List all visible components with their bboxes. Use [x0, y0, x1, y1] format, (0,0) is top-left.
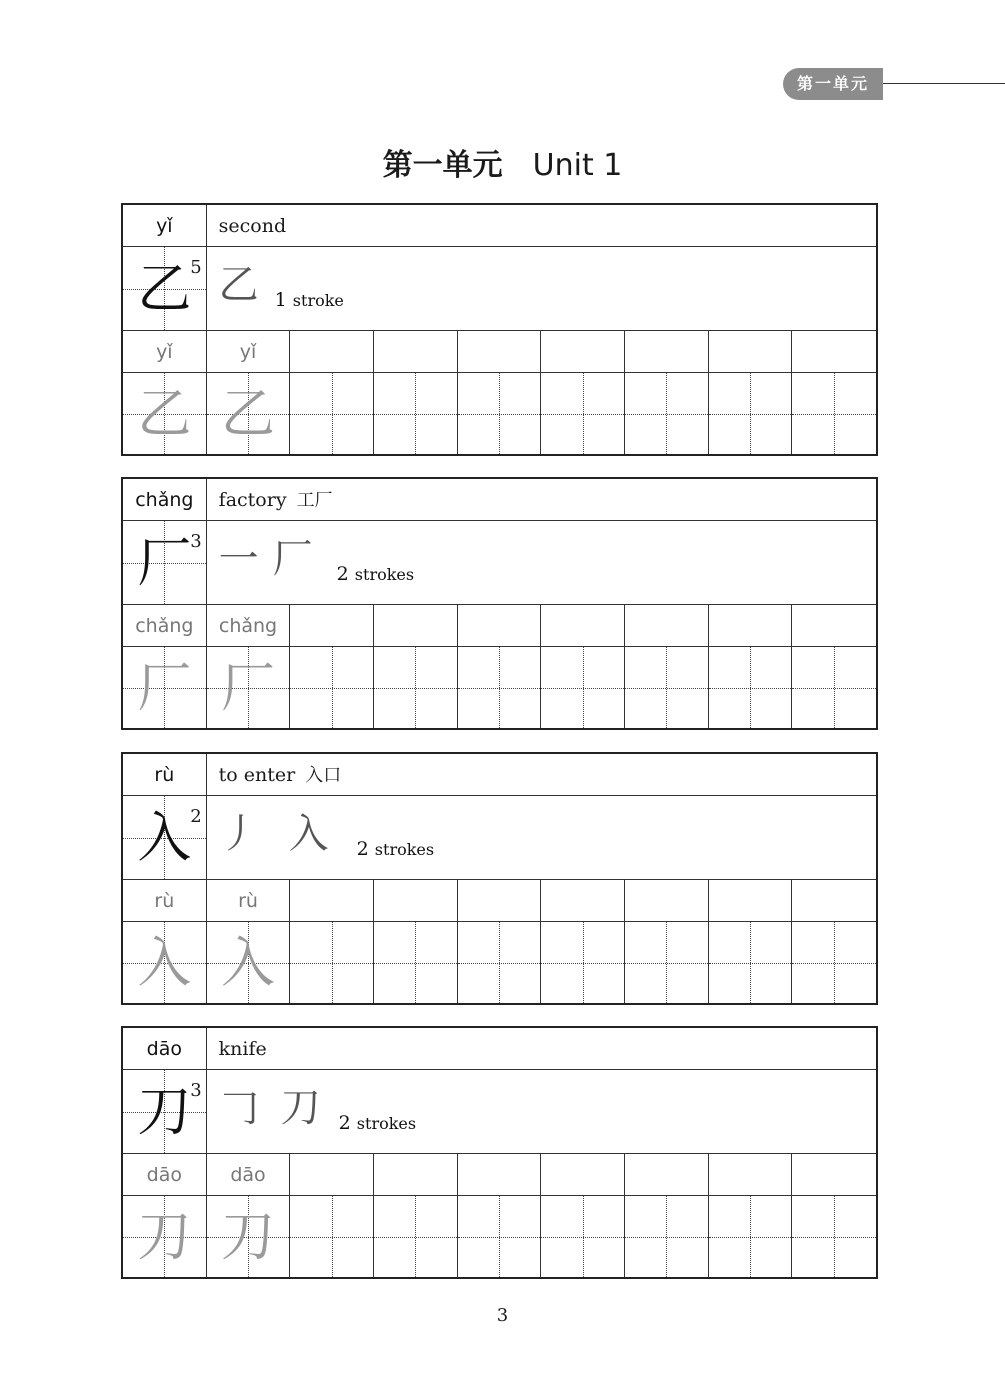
guide-line — [750, 373, 751, 454]
main-character: 入 — [137, 805, 192, 869]
guide-line — [750, 1196, 751, 1277]
example-word: 入口 — [305, 765, 342, 786]
strokes-label — [339, 1112, 416, 1134]
pinyin-practice-cell[interactable] — [541, 605, 625, 647]
guide-line — [583, 1196, 584, 1277]
pinyin-practice-cell[interactable] — [458, 1154, 542, 1196]
character-block — [121, 1026, 878, 1279]
strokes-label — [357, 838, 434, 860]
main-character-cell — [123, 521, 207, 605]
guide-line — [666, 373, 667, 454]
pinyin-practice-cell[interactable] — [374, 880, 458, 922]
pinyin-practice-cell[interactable] — [541, 880, 625, 922]
stroke-count: 5 — [190, 257, 202, 278]
meaning-cell — [207, 754, 876, 796]
writing-practice-cell[interactable] — [290, 373, 374, 454]
stroke-step: 入 — [288, 811, 329, 857]
writing-practice-cell[interactable] — [625, 373, 709, 454]
guide-line — [750, 647, 751, 728]
meaning-text: knife — [218, 1038, 267, 1060]
pinyin-practice-cell[interactable] — [374, 605, 458, 647]
stroke-count: 3 — [190, 531, 202, 552]
writing-practice-cell[interactable] — [374, 647, 458, 728]
writing-practice-cell[interactable] — [709, 373, 793, 454]
guide-line — [415, 373, 416, 454]
writing-practice-cell — [207, 1196, 291, 1277]
pinyin-practice-cell: rù — [123, 880, 207, 922]
guide-line — [415, 647, 416, 728]
writing-practice-cell[interactable] — [709, 647, 793, 728]
pinyin-label: dāo — [123, 1028, 207, 1070]
strokes-number: 2 — [336, 563, 349, 585]
strokes-label — [337, 563, 414, 585]
strokes-unit: stroke — [292, 291, 344, 310]
main-character-cell — [123, 796, 207, 880]
guide-line — [583, 373, 584, 454]
pinyin-practice-cell: rù — [207, 880, 291, 922]
guide-line — [583, 922, 584, 1003]
pinyin-practice-cell: dāo — [123, 1154, 207, 1196]
strokes-unit: strokes — [356, 1114, 417, 1133]
writing-practice-cell[interactable] — [625, 922, 709, 1003]
main-character: 刀 — [137, 1079, 192, 1143]
guide-line — [415, 1196, 416, 1277]
stroke-step: 乙 — [218, 262, 259, 308]
pinyin-practice-cell[interactable] — [625, 331, 709, 373]
pinyin-practice-cell[interactable] — [625, 605, 709, 647]
writing-practice-cell[interactable] — [541, 1196, 625, 1277]
meaning-text: factory — [218, 489, 287, 511]
guide-line — [666, 647, 667, 728]
writing-practice-cell[interactable] — [625, 1196, 709, 1277]
title-en: Unit 1 — [532, 148, 623, 183]
meaning-text: second — [218, 215, 287, 237]
stroke-count: 3 — [190, 1080, 202, 1101]
pinyin-practice-cell[interactable] — [458, 605, 542, 647]
trace-character: 刀 — [137, 1204, 192, 1268]
guide-line — [499, 1196, 500, 1277]
strokes-number: 2 — [338, 1112, 351, 1134]
trace-character: 厂 — [137, 655, 192, 719]
pinyin-label: yǐ — [123, 205, 207, 247]
page-title — [0, 140, 1005, 184]
pinyin-practice-cell[interactable] — [709, 605, 793, 647]
header-rule — [883, 83, 1005, 84]
stroke-order-cell — [207, 1070, 876, 1154]
stroke-order-cell — [207, 796, 876, 880]
writing-practice-cell[interactable] — [625, 647, 709, 728]
guide-line — [499, 647, 500, 728]
guide-line — [332, 922, 333, 1003]
pinyin-practice-cell[interactable] — [625, 880, 709, 922]
pinyin-practice-cell[interactable] — [541, 331, 625, 373]
writing-practice-cell[interactable] — [374, 373, 458, 454]
guide-line — [415, 922, 416, 1003]
meaning-cell — [207, 1028, 876, 1070]
pinyin-practice-cell[interactable] — [709, 331, 793, 373]
character-block — [121, 203, 878, 456]
trace-character: 入 — [137, 930, 192, 994]
page-number: 3 — [496, 1305, 509, 1326]
trace-character: 刀 — [220, 1204, 275, 1268]
main-character: 乙 — [137, 256, 192, 320]
pinyin-practice-cell[interactable] — [374, 1154, 458, 1196]
stroke-step: 刀 — [280, 1085, 321, 1131]
pinyin-label: chǎng — [123, 479, 207, 521]
writing-practice-cell[interactable] — [792, 1196, 876, 1277]
writing-practice-cell — [123, 922, 207, 1003]
writing-practice-cell — [123, 373, 207, 454]
guide-line — [834, 922, 835, 1003]
writing-practice-cell — [123, 647, 207, 728]
pinyin-practice-cell: chǎng — [207, 605, 291, 647]
stroke-step: 一 — [218, 536, 259, 582]
pinyin-practice-cell[interactable] — [458, 331, 542, 373]
writing-practice-cell[interactable] — [792, 647, 876, 728]
character-block — [121, 752, 878, 1005]
trace-character: 乙 — [137, 381, 192, 445]
writing-practice-cell[interactable] — [290, 1196, 374, 1277]
writing-practice-cell[interactable] — [458, 647, 542, 728]
stroke-order-cell — [207, 521, 876, 605]
writing-practice-cell[interactable] — [458, 922, 542, 1003]
example-word: 工厂 — [296, 490, 333, 511]
guide-line — [499, 373, 500, 454]
pinyin-practice-cell: yǐ — [123, 331, 207, 373]
writing-practice-cell — [207, 647, 291, 728]
writing-practice-cell[interactable] — [541, 922, 625, 1003]
stroke-step: 𠃌 — [218, 1085, 259, 1131]
pinyin-practice-cell: dāo — [207, 1154, 291, 1196]
writing-practice-cell[interactable] — [541, 647, 625, 728]
guide-line — [834, 647, 835, 728]
strokes-label — [275, 289, 344, 311]
pinyin-practice-cell[interactable] — [792, 880, 876, 922]
writing-practice-cell[interactable] — [709, 1196, 793, 1277]
pinyin-practice-cell[interactable] — [792, 1154, 876, 1196]
writing-practice-cell[interactable] — [290, 647, 374, 728]
writing-practice-cell[interactable] — [458, 1196, 542, 1277]
stroke-step: 丿 — [218, 811, 259, 857]
pinyin-practice-cell[interactable] — [290, 331, 374, 373]
writing-practice-cell — [207, 922, 291, 1003]
pinyin-practice-cell[interactable] — [792, 605, 876, 647]
guide-line — [666, 922, 667, 1003]
trace-character: 乙 — [220, 381, 275, 445]
writing-practice-cell[interactable] — [374, 922, 458, 1003]
writing-practice-cell[interactable] — [458, 373, 542, 454]
pinyin-practice-cell[interactable] — [458, 880, 542, 922]
writing-practice-cell[interactable] — [374, 1196, 458, 1277]
stroke-step: 厂 — [272, 536, 313, 582]
stroke-count: 2 — [190, 806, 202, 827]
pinyin-practice-cell: chǎng — [123, 605, 207, 647]
stroke-order-cell — [207, 247, 876, 331]
strokes-unit: strokes — [374, 840, 435, 859]
strokes-number: 1 — [274, 289, 287, 311]
guide-line — [332, 1196, 333, 1277]
strokes-number: 2 — [356, 838, 369, 860]
meaning-cell — [207, 479, 876, 521]
main-character-cell — [123, 1070, 207, 1154]
guide-line — [499, 922, 500, 1003]
title-cn: 第一单元 — [382, 148, 503, 183]
pinyin-label: rù — [123, 754, 207, 796]
guide-line — [332, 373, 333, 454]
pinyin-practice-cell[interactable] — [374, 331, 458, 373]
meaning-text: to enter — [218, 764, 296, 786]
pinyin-practice-cell[interactable] — [625, 1154, 709, 1196]
trace-character: 厂 — [220, 655, 275, 719]
pinyin-practice-cell[interactable] — [792, 331, 876, 373]
pinyin-practice-cell[interactable] — [709, 1154, 793, 1196]
pinyin-practice-cell[interactable] — [290, 605, 374, 647]
pinyin-practice-cell[interactable] — [541, 1154, 625, 1196]
guide-line — [666, 1196, 667, 1277]
main-character: 厂 — [137, 530, 192, 594]
writing-practice-cell[interactable] — [792, 373, 876, 454]
main-character-cell — [123, 247, 207, 331]
writing-practice-cell — [123, 1196, 207, 1277]
writing-practice-cell[interactable] — [290, 922, 374, 1003]
meaning-cell — [207, 205, 876, 247]
guide-line — [583, 647, 584, 728]
guide-line — [332, 647, 333, 728]
writing-practice-cell — [207, 373, 291, 454]
pinyin-practice-cell: yǐ — [207, 331, 291, 373]
guide-line — [750, 922, 751, 1003]
writing-practice-cell[interactable] — [709, 922, 793, 1003]
pinyin-practice-cell[interactable] — [290, 1154, 374, 1196]
trace-character: 入 — [220, 930, 275, 994]
unit-tag: 第一单元 — [783, 68, 883, 100]
pinyin-practice-cell[interactable] — [290, 880, 374, 922]
strokes-unit: strokes — [354, 565, 415, 584]
guide-line — [834, 1196, 835, 1277]
writing-practice-cell[interactable] — [792, 922, 876, 1003]
guide-line — [834, 373, 835, 454]
writing-practice-cell[interactable] — [541, 373, 625, 454]
character-block — [121, 477, 878, 730]
pinyin-practice-cell[interactable] — [709, 880, 793, 922]
